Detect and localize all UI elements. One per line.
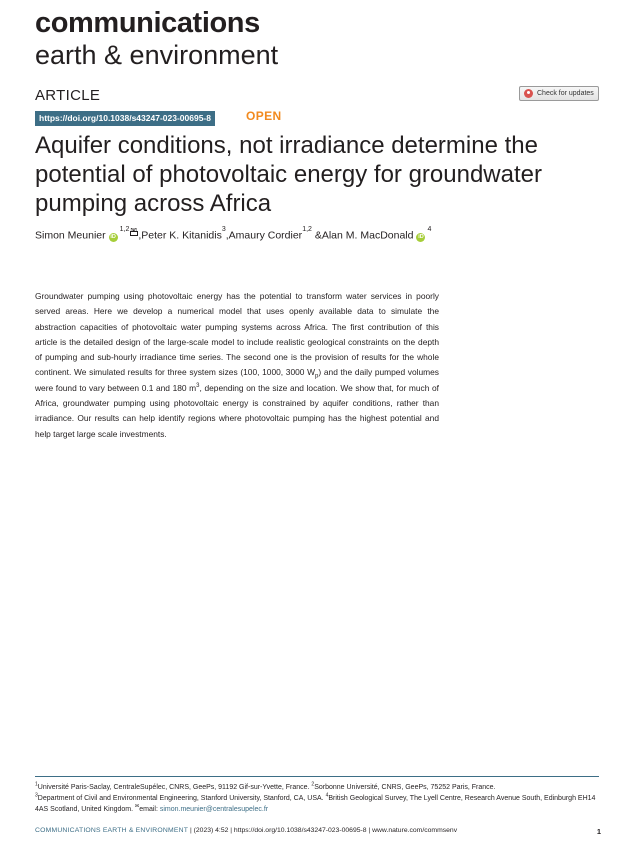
article-type-label: ARTICLE — [35, 87, 101, 104]
author-separator: & — [311, 229, 322, 242]
footer-journal-name: COMMUNICATIONS EARTH & ENVIRONMENT — [35, 827, 189, 834]
author-affiliation: 1,2 — [119, 226, 130, 233]
doi-link[interactable]: https://doi.org/10.1038/s43247-023-00695-8 — [35, 111, 215, 126]
email-label: email: — [139, 806, 160, 813]
abstract-text: , depending on the size and location. We show that, for much of Africa, groundwater pumping using photovoltaic energy is constrained by aquifer conditions, rather than irradiance. Our results can help identify regions where photovoltaic pumping has the highest potential and help target large scale investments. — [35, 382, 440, 439]
author-list — [35, 226, 432, 242]
orcid-icon[interactable]: iD — [110, 233, 116, 240]
email-link[interactable]: simon.meunier@centralesupelec.fr — [159, 806, 269, 813]
email-envelope-icon: ✉ — [135, 803, 140, 810]
author-separator: , — [225, 229, 229, 242]
email-envelope-icon[interactable] — [130, 231, 138, 236]
abstract-superscript: 3 — [196, 382, 200, 389]
check-for-updates-button[interactable] — [519, 86, 599, 101]
journal-name-line2: earth & environment — [35, 40, 279, 70]
author-affiliation: 3 — [221, 226, 226, 233]
author-separator: , — [138, 229, 142, 242]
open-access-badge: OPEN — [246, 109, 282, 123]
page-footer — [35, 827, 601, 836]
affiliation-text: Sorbonne Université, CNRS, GeePs, 75252 Paris, France. — [314, 784, 496, 791]
author-name[interactable]: Peter K. Kitanidis — [141, 229, 222, 242]
affiliation-number: 3 — [35, 792, 38, 799]
author-name[interactable]: Simon Meunier — [35, 229, 106, 242]
author-entry — [141, 226, 229, 242]
check-for-updates-label: Check for updates — [537, 90, 594, 97]
author-entry — [228, 226, 322, 242]
footnote-divider — [35, 776, 599, 777]
author-entry — [35, 226, 142, 242]
author-entry — [321, 226, 432, 242]
author-name[interactable]: Amaury Cordier — [228, 229, 303, 242]
footer-citation — [35, 827, 457, 836]
affiliation-text: Department of Civil and Environmental Engineering, Stanford University, Stanford, CA, USA. — [37, 795, 326, 802]
abstract-text: ) and the daily pumped volumes were found to vary between 0.1 and 180 m — [35, 367, 439, 393]
affiliation-number: 1 — [35, 781, 38, 788]
affiliation-number: 2 — [311, 781, 315, 788]
check-updates-icon — [524, 89, 533, 98]
footer-citation-text[interactable]: | (2023) 4:52 | https://doi.org/10.1038/s43247-023-00695-8 | www.nature.com/commsenv — [188, 827, 458, 834]
author-affiliation: 1,2 — [302, 226, 312, 233]
affiliations — [35, 782, 601, 815]
article-title: Aquifer conditions, not irradiance determine the potential of photovoltaic energy for groundwater pumping across Africa — [35, 132, 542, 217]
affiliation-text: Université Paris-Saclay, CentraleSupélec, CNRS, GeePs, 91192 Gif-sur-Yvette, France. — [37, 784, 312, 791]
page-number: 1 — [596, 827, 601, 836]
abstract-subscript: p — [315, 374, 319, 381]
affiliation-number: 4 — [325, 792, 329, 799]
orcid-icon[interactable]: iD — [418, 233, 424, 240]
abstract-text: Groundwater pumping using photovoltaic energy has the potential to transform water services in poorly served areas. Here we develop a numerical model that uses openly available data to simulate the abstraction capacities of photovoltaic water pumping systems across Africa. The first contribution of this article is the detailed design of the large-scale model to include realistic geological constraints on the depth of pumping and sub-hourly irradiance time series. The second one is the provision of results for the whole continent. We simulated results for three system sizes (100, 1000, 3000 W — [35, 291, 439, 378]
author-affiliation: 4 — [427, 226, 432, 233]
abstract — [35, 289, 439, 442]
affiliation-text: British Geological Survey, The Lyell Centre, Research Avenue South, Edinburgh EH14 4AS Scotland, United Kingdom. — [35, 795, 596, 813]
journal-name-line1: communications — [35, 7, 260, 39]
author-name[interactable]: Alan M. MacDonald — [321, 229, 414, 242]
